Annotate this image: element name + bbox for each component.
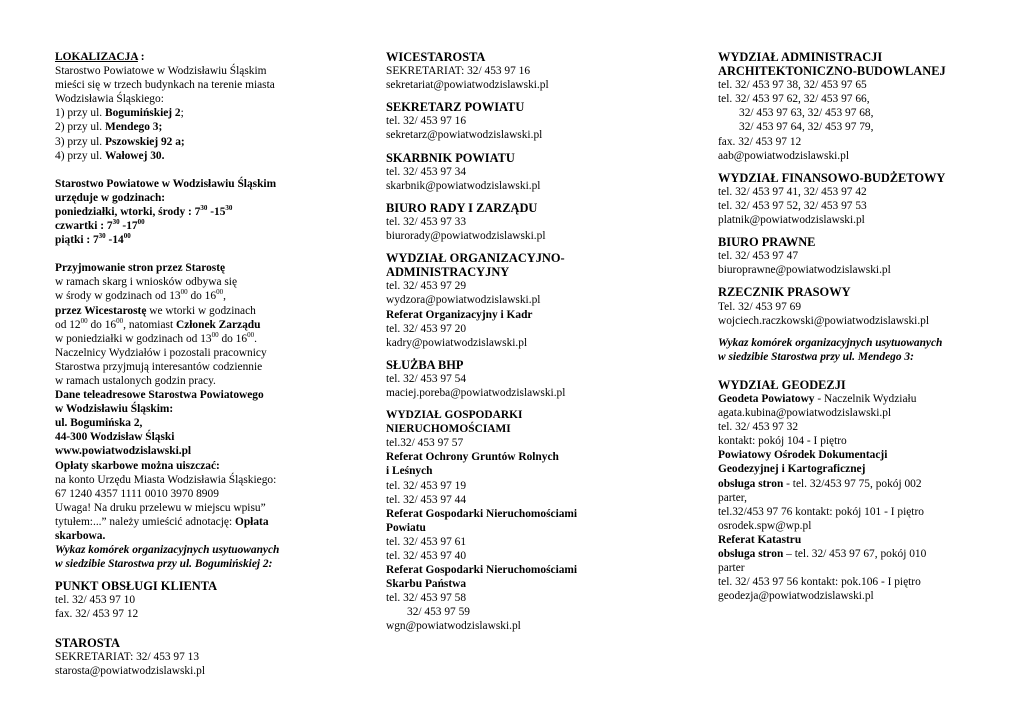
contact-heading: Dane teleadresowe Starostwa Powiatowego — [55, 389, 264, 402]
email-link[interactable]: wydzora@powiatwodzislawski.pl — [386, 294, 541, 307]
secretariat-phone: SEKRETARIAT: 32/ 453 97 13 — [55, 650, 200, 663]
geodesy-dept-title: WYDZIAŁ GEODEZJI — [718, 377, 846, 392]
subunit-title: Referat Katastru — [718, 533, 802, 546]
secretariat-phone: SEKRETARIAT: 32/ 453 97 16 — [386, 65, 531, 78]
reception-text: Starostwa przyjmują interesantów codziennie — [55, 360, 263, 373]
phone-number: 32/ 453 97 64, 32/ 453 97 79, — [739, 121, 874, 134]
hours-line: poniedziałki, wtorki, środy : $7^{30}$ $-15^{30}$ — [55, 203, 233, 218]
sekretarz-title: SEKRETARZ POWIATU — [386, 100, 525, 115]
architecture-dept-title: WYDZIAŁ ADMINISTRACJI — [718, 50, 883, 64]
property-dept-title: NIERUCHOMOŚCIAMI — [386, 423, 511, 436]
architecture-dept-title: ARCHITEKTONICZNO-BUDOWLANEJ — [718, 64, 946, 79]
address-item: 4) przy ul. Wałowej 30. — [55, 149, 165, 162]
hours-heading: urzęduje w godzinach: — [55, 191, 166, 204]
subunit-title: Powiatu — [386, 521, 426, 534]
email-link[interactable]: platnik@powiatwodzislawski.pl — [718, 214, 865, 227]
email-link[interactable]: starosta@powiatwodzislawski.pl — [55, 664, 206, 677]
hours-heading: Starostwo Powiatowe w Wodzisławiu Śląskim — [55, 177, 277, 190]
address-item: 2) przy ul. Mendego 3; — [55, 121, 163, 134]
customer-service-title: PUNKT OBSŁUGI KLIENTA — [55, 579, 218, 594]
fee-text: skarbowa. — [55, 530, 106, 542]
subunit-title: i Leśnych — [386, 465, 433, 478]
starosta-title: STAROSTA — [55, 635, 120, 650]
biuro-rady-title: BIURO RADY I ZARZĄDU — [386, 200, 538, 215]
reception-text: w ramach skarg i wniosków odbywa się — [55, 276, 238, 289]
localization-heading: LOKALIZACJA : — [55, 51, 145, 63]
email-link[interactable]: kadry@powiatwodzislawski.pl — [386, 336, 528, 349]
fax-number: fax. 32/ 453 97 12 — [55, 608, 139, 621]
subunit-title: Referat Organizacyjny i Kadr — [386, 308, 533, 321]
localization-text: Wodzisławia Śląskiego: — [55, 93, 164, 106]
fee-text: tytułem:...” należy umieścić adnotację: Opłata — [55, 515, 269, 528]
hours-line: piątki : $7^{30}$ $-14^{00}$ — [55, 232, 131, 247]
room-info: kontakt: pokój 104 - I piętro — [718, 435, 847, 448]
bhp-title: SŁUŻBA BHP — [386, 357, 464, 372]
phone-number: tel. 32/ 453 97 44 — [386, 493, 467, 506]
email-link[interactable]: sekretarz@powiatwodzislawski.pl — [386, 129, 543, 142]
reception-text: od $12^{00}$ do $16^{00}$, natomiast Członek Zarządu — [55, 316, 261, 331]
localization-title: LOKALIZACJA — [55, 51, 138, 63]
phone-number: tel. 32/ 453 97 61 — [386, 535, 467, 548]
bank-account: 67 1240 4357 1111 0010 3970 8909 — [55, 487, 219, 500]
email-link[interactable]: wojciech.raczkowski@powiatwodzislawski.pl — [718, 314, 930, 327]
fee-text: na konto Urzędu Miasta Wodzisławia Śląskiego: — [55, 473, 277, 486]
subunit-title: Referat Gospodarki Nieruchomościami — [386, 564, 578, 577]
email-link[interactable]: biuroprawne@powiatwodzislawski.pl — [718, 264, 891, 277]
phone-number: tel. 32/ 453 97 58 — [386, 592, 467, 605]
subunit-title: Skarbu Państwa — [386, 578, 467, 591]
wicestarosta-title: WICESTAROSTA — [386, 50, 486, 64]
localization-text: mieści się w trzech budynkach na terenie miasta — [55, 79, 275, 92]
localization-text: Starostwo Powiatowe w Wodzisławiu Śląskim — [55, 65, 267, 78]
phone-number: tel. 32/ 453 97 20 — [386, 322, 467, 335]
reception-text: w środy w godzinach od $13^{00}$ do $16^{00}$, — [55, 288, 226, 303]
contact-city: 44-300 Wodzisław Śląski — [55, 431, 175, 444]
phone-number: tel. 32/ 453 97 33 — [386, 215, 467, 228]
reception-text: w poniedziałki w godzinach od $13^{00}$ do $16^{00}$. — [55, 330, 257, 345]
press-officer-title: RZECZNIK PRASOWY — [718, 285, 851, 300]
subunit-title: Referat Ochrony Gruntów Rolnych — [386, 451, 559, 464]
units-list-heading: w siedzibie Starostwa przy ul. Mendego 3: — [718, 350, 914, 363]
units-list-heading: w siedzibie Starostwa przy ul. Bogumińskiej 2: — [55, 558, 273, 571]
address-item: 3) przy ul. Pszowskiej 92 a; — [55, 135, 185, 148]
phone-number: tel. 32/ 453 97 19 — [386, 479, 467, 492]
phone-number: tel. 32/ 453 97 40 — [386, 550, 467, 562]
email-link[interactable]: agata.kubina@powiatwodzislawski.pl — [718, 407, 892, 420]
phone-number: 32/ 453 97 59 — [407, 606, 470, 619]
reception-text: Naczelnicy Wydziałów i pozostali pracownicy — [55, 346, 267, 359]
org-dept-title: WYDZIAŁ ORGANIZACYJNO- — [386, 251, 565, 266]
email-link[interactable]: skarbnik@powiatwodzislawski.pl — [386, 179, 541, 192]
skarbnik-title: SKARBNIK POWIATU — [386, 150, 515, 165]
email-link[interactable]: maciej.poreba@powiatwodzislawski.pl — [386, 386, 566, 399]
column-left — [55, 50, 355, 678]
phone-number: tel. 32/ 453 97 54 — [386, 372, 467, 385]
phone-number: tel. 32/ 453 97 62, 32/ 453 97 66, — [718, 93, 870, 106]
email-link[interactable]: aab@powiatwodzislawski.pl — [718, 149, 850, 162]
email-link[interactable]: geodezja@powiatwodzislawski.pl — [718, 590, 874, 603]
phone-number: tel. 32/ 453 97 41, 32/ 453 97 42 — [718, 185, 867, 198]
units-list-heading: Wykaz komórek organizacyjnych usytuowanych — [55, 544, 280, 557]
subunit-title: Referat Gospodarki Nieruchomościami — [386, 507, 578, 520]
website-link[interactable]: www.powiatwodzislawski.pl — [55, 445, 192, 458]
property-dept-title: WYDZIAŁ GOSPODARKI — [386, 409, 523, 422]
phone-number: tel. 32/ 453 97 38, 32/ 453 97 65 — [718, 79, 867, 92]
phone-number: tel. 32/ 453 97 32 — [718, 421, 799, 434]
reception-heading: Przyjmowanie stron przez Starostę — [55, 262, 226, 275]
fee-text: Uwaga! Na druku przelewu w miejscu wpisu” — [55, 501, 266, 514]
fax-number: fax. 32/ 453 97 12 — [718, 135, 802, 148]
phone-number: tel. 32/ 453 97 47 — [718, 250, 799, 263]
reception-text: przez Wicestarostę we wtorki w godzinach — [55, 304, 256, 317]
email-link[interactable]: wgn@powiatwodzislawski.pl — [386, 620, 521, 633]
phone-number: 32/ 453 97 63, 32/ 453 97 68, — [739, 107, 874, 120]
contact-heading: w Wodzisławiu Śląskim: — [55, 403, 174, 416]
phone-number: tel. 32/ 453 97 10 — [55, 594, 136, 607]
service-info: obsługa stron - tel. 32/453 97 75, pokój 002 — [718, 477, 922, 490]
room-info: parter, — [718, 491, 747, 504]
subunit-title: Geodezyjnej i Kartograficznej — [718, 463, 866, 476]
fee-heading: Opłaty skarbowe można uiszczać: — [55, 459, 220, 472]
contact-street: ul. Bogumińska 2, — [55, 417, 143, 430]
phone-number: Tel. 32/ 453 97 69 — [718, 300, 802, 313]
room-info: parter — [718, 562, 745, 575]
phone-number: tel. 32/ 453 97 29 — [386, 280, 467, 293]
geodesy-head: Geodeta Powiatowy - Naczelnik Wydziału — [718, 392, 917, 405]
units-list-heading: Wykaz komórek organizacyjnych usytuowanych — [718, 336, 943, 349]
reception-text: w ramach ustalonych godzin pracy. — [55, 374, 216, 387]
phone-number: tel.32/ 453 97 57 — [386, 437, 464, 450]
service-info: obsługa stron – tel. 32/ 453 97 67, pokój 010 — [718, 548, 927, 560]
phone-number: tel. 32/ 453 97 56 kontakt: pok.106 - I piętro — [718, 576, 921, 589]
legal-office-title: BIURO PRAWNE — [718, 235, 816, 250]
org-dept-title: ADMINISTRACYJNY — [386, 265, 510, 280]
finance-dept-title: WYDZIAŁ FINANSOWO-BUDŻETOWY — [718, 170, 946, 185]
phone-number: tel. 32/ 453 97 16 — [386, 115, 467, 128]
email-link[interactable]: sekretariat@powiatwodzislawski.pl — [386, 79, 549, 92]
phone-number: tel. 32/ 453 97 52, 32/ 453 97 53 — [718, 199, 867, 212]
phone-number: tel.32/453 97 76 kontakt: pokój 101 - I piętro — [718, 505, 924, 518]
address-item: 1) przy ul. Bogumińskiej 2; — [55, 107, 184, 120]
subunit-title: Powiatowy Ośrodek Dokumentacji — [718, 449, 888, 462]
email-link[interactable]: biurorady@powiatwodzislawski.pl — [386, 230, 546, 243]
hours-line: czwartki : $7^{30}$ $-17^{00}$ — [55, 218, 145, 233]
email-link[interactable]: osrodek.spw@wp.pl — [718, 519, 812, 532]
column-right — [718, 50, 1008, 603]
phone-number: tel. 32/ 453 97 34 — [386, 165, 467, 178]
column-middle — [386, 50, 686, 634]
